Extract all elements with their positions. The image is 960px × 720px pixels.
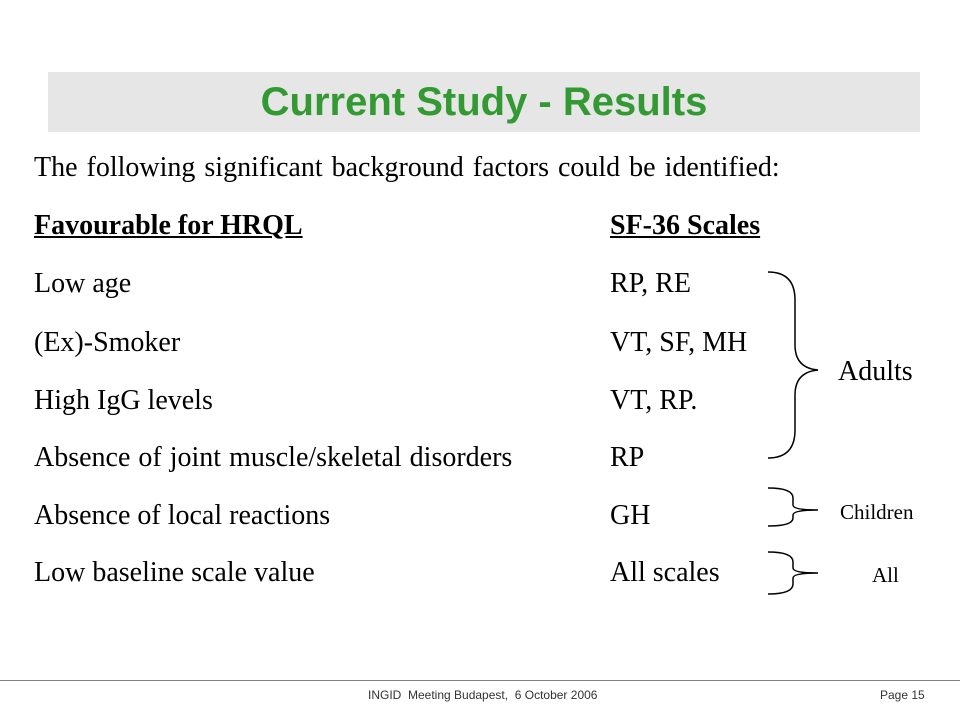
factor-row-2: (Ex)-Smoker	[34, 327, 181, 358]
scales-row-6: All scales	[610, 557, 720, 588]
all-label: All	[872, 563, 899, 587]
factor-column-header: Favourable for HRQL	[34, 210, 303, 241]
adults-label: Adults	[838, 356, 913, 387]
scales-column-header: SF-36 Scales	[610, 210, 761, 241]
scales-row-5: GH	[610, 500, 651, 531]
scales-row-2: VT, SF, MH	[610, 327, 748, 358]
factor-row-3: High IgG levels	[34, 385, 213, 416]
footer-page-number: Page 15	[880, 688, 925, 702]
factor-row-6: Low baseline scale value	[34, 557, 315, 588]
factor-row-1: Low age	[34, 268, 132, 299]
scales-row-3: VT, RP.	[610, 385, 698, 416]
all-brace	[768, 552, 818, 594]
slide-title: Current Study - Results	[260, 80, 708, 124]
children-label: Children	[840, 500, 914, 524]
footer-meeting: INGID Meeting Budapest, 6 October 2006	[368, 688, 598, 702]
children-brace	[768, 488, 818, 526]
factor-row-5: Absence of local reactions	[34, 500, 331, 531]
intro-text: The following significant background factors could be identified:	[34, 152, 780, 183]
scales-row-4: RP	[610, 442, 645, 473]
footer-divider	[0, 680, 960, 681]
factor-row-4: Absence of joint muscle/skeletal disorders	[34, 442, 513, 473]
scales-row-1: RP, RE	[610, 268, 691, 299]
adults-brace	[768, 272, 818, 458]
